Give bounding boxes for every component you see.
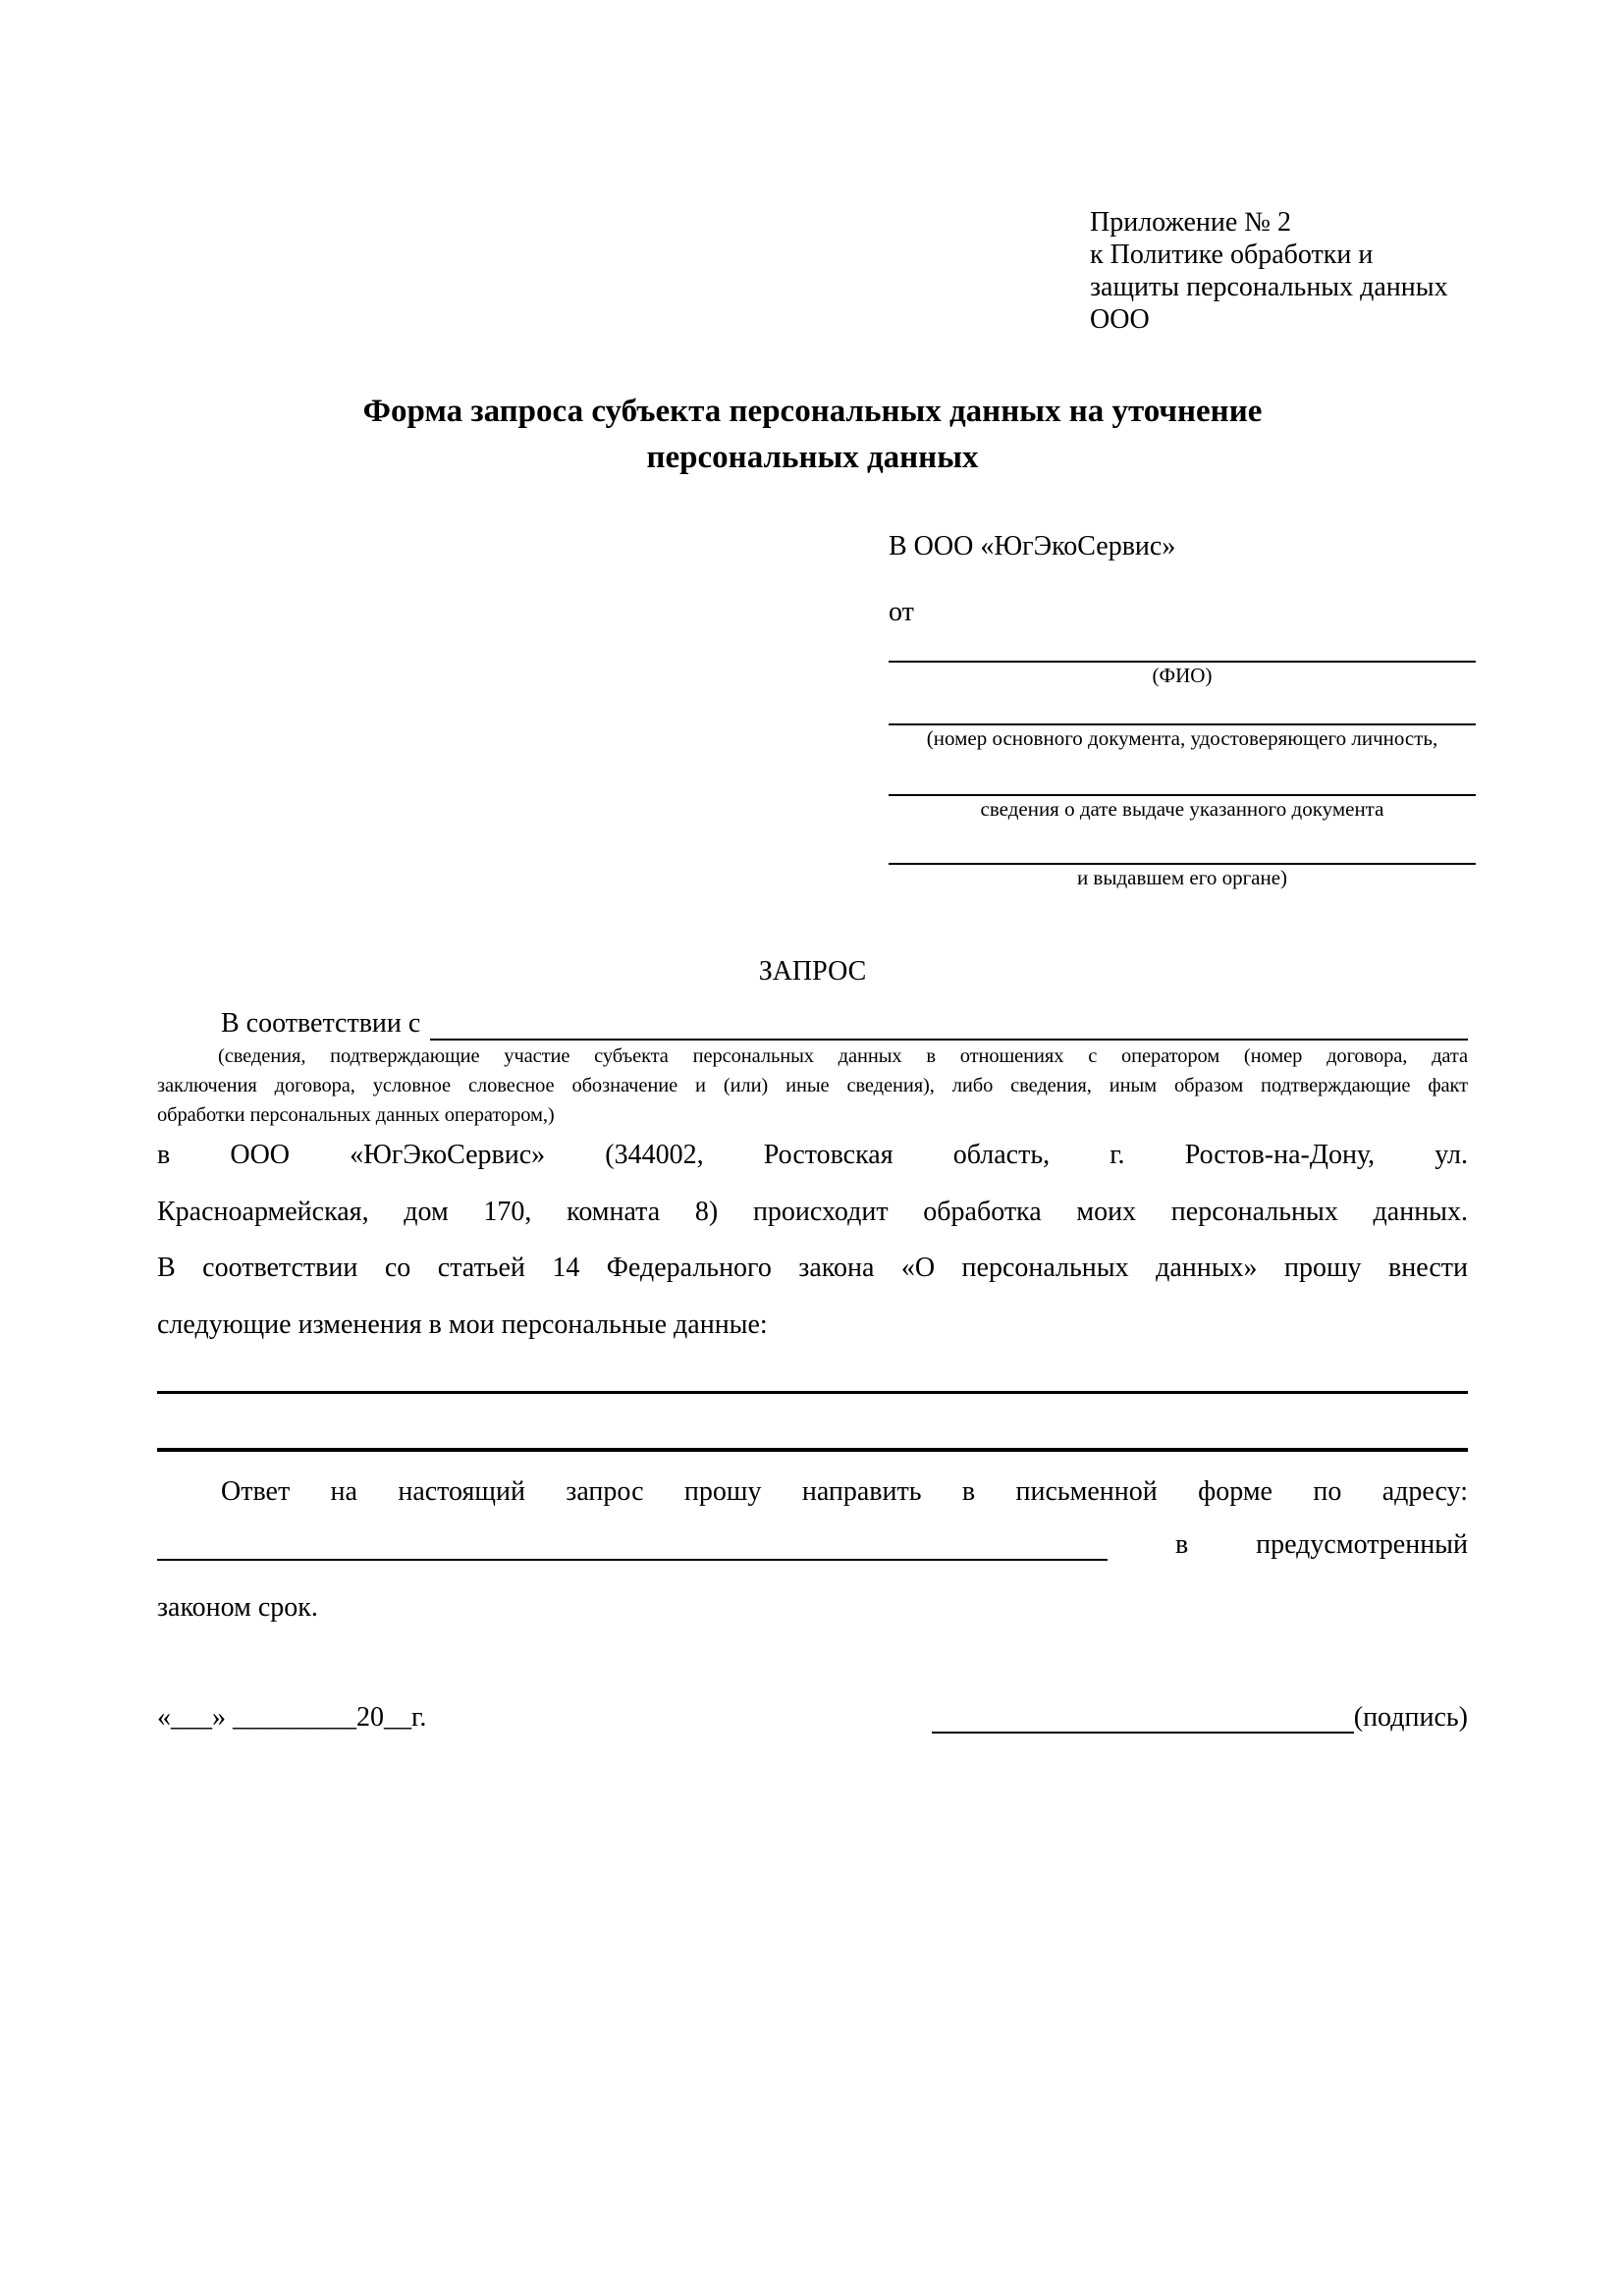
- body-paragraph: [157, 1127, 1468, 1353]
- addressee-to: В ООО «ЮгЭкоСервис»: [889, 531, 1176, 561]
- addressee-from-label: от: [889, 597, 914, 627]
- reply-paragraph: Ответ на настоящий запрос прошу направить в письменной форме по адресу:: [221, 1476, 1468, 1507]
- signature-group: [932, 1702, 1468, 1734]
- body-paragraph-line: в ООО «ЮгЭкоСервис» (344002, Ростовская область, г. Ростов-на-Дону, ул.: [157, 1140, 1468, 1170]
- date-line: «___» _________20__г.: [157, 1702, 427, 1733]
- signature-caption: (подпись): [1353, 1702, 1468, 1733]
- changes-blank-line-1: [157, 1364, 1468, 1394]
- reply-tail-line: законом срок.: [157, 1592, 318, 1623]
- addressee-block: [889, 530, 1476, 890]
- issue-date-blank-line: [889, 751, 1476, 796]
- changes-blank-line-2: [157, 1421, 1468, 1452]
- signature-row: [157, 1702, 1468, 1734]
- annex-header: [1090, 206, 1448, 336]
- body-paragraph-line: следующие изменения в мои персональные данные:: [157, 1308, 768, 1340]
- accordance-row: [157, 1007, 1468, 1041]
- issue-date-caption: сведения о дате выдаче указанного документа: [980, 797, 1384, 821]
- fio-blank-line: [889, 629, 1476, 663]
- doc-number-caption: (номер основного документа, удостоверяющего личность,: [926, 726, 1438, 750]
- annex-line: защиты персональных данных: [1090, 272, 1448, 302]
- accordance-lead: В соответствии с: [221, 1008, 421, 1039]
- form-title-line: Форма запроса субъекта персональных данных на уточнение: [362, 394, 1263, 429]
- accordance-note: [157, 1041, 1468, 1130]
- reply-address-row: [157, 1527, 1468, 1561]
- body-paragraph-line: Красноармейская, дом 170, комната 8) происходит обработка моих персональных данных.: [157, 1196, 1468, 1227]
- doc-number-blank-line: [889, 688, 1476, 725]
- reply-tail-word: в: [1174, 1529, 1189, 1560]
- issuing-authority-caption: и выдавшем его органе): [1076, 866, 1288, 889]
- issuing-authority-blank-line: [889, 822, 1476, 865]
- body-paragraph-line: В соответствии со статьей 14 Федерального закона «О персональных данных» прошу внести: [157, 1253, 1468, 1283]
- annex-line: к Политике обработки и: [1090, 240, 1374, 270]
- accordance-note-line: заключения договора, условное словесное обозначение и (или) иные сведения), либо сведения, иным образом подтверждающие факт: [157, 1075, 1468, 1096]
- accordance-blank-line: [430, 1007, 1468, 1041]
- annex-line: ООО: [1090, 304, 1150, 335]
- request-heading: ЗАПРОС: [758, 956, 867, 987]
- annex-line: Приложение № 2: [1090, 207, 1291, 238]
- reply-tail-word: предусмотренный: [1256, 1529, 1468, 1560]
- signature-blank-line: [932, 1702, 1354, 1734]
- form-title-line: персональных данных: [646, 440, 979, 475]
- form-title: [157, 389, 1468, 481]
- accordance-note-line: обработки персональных данных оператором,): [157, 1104, 555, 1126]
- accordance-note-line: (сведения, подтверждающие участие субъекта персональных данных в отношениях с оператором (номер договора, дата: [218, 1045, 1468, 1067]
- reply-address-blank-line: [157, 1529, 1108, 1561]
- fio-caption: (ФИО): [1152, 664, 1213, 687]
